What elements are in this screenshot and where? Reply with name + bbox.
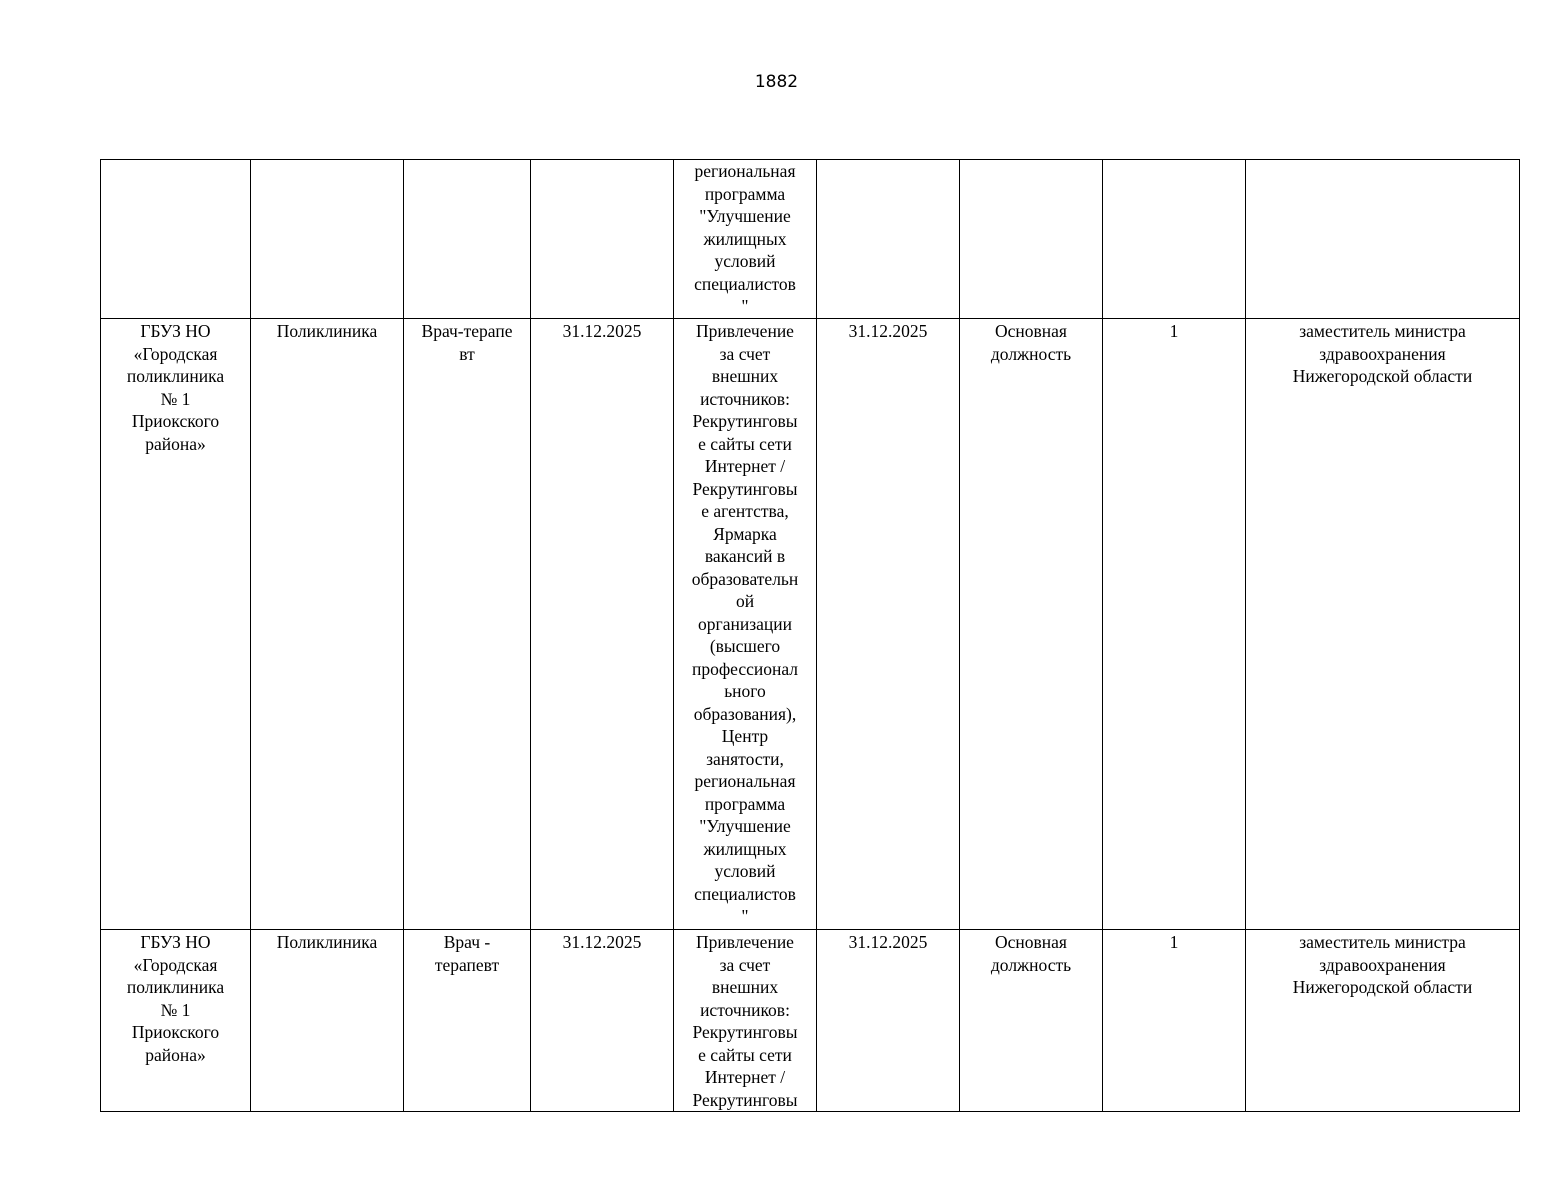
table-row: [101, 930, 1520, 1112]
responsible-cell: заместитель министра здравоохранения Нижегородской области: [1246, 319, 1520, 930]
organization-cell: ГБУЗ НО «Городская поликлиника № 1 Приокского района»: [101, 319, 251, 930]
date-cell: 31.12.2025: [531, 319, 674, 930]
measures-cell: региональная программа "Улучшение жилищных условий специалистов ": [674, 160, 817, 319]
deadline-cell: 31.12.2025: [817, 319, 960, 930]
department-cell: [251, 160, 404, 319]
page-number: 1882: [754, 72, 799, 92]
document-table: [100, 159, 1520, 1112]
position-cell: Врач - терапевт: [404, 930, 531, 1112]
count-cell: [1103, 160, 1246, 319]
measures-cell: Привлечение за счет внешних источников: Рекрутинговы е сайты сети Интернет / Рекрутинговы е агентства, Ярмарка вакансий в образовательн ой организации (высшего профессионал ьного образования), Центр занятости, региональная программа "Улучшение жилищных условий специалистов ": [674, 319, 817, 930]
date-cell: 31.12.2025: [531, 930, 674, 1112]
department-cell: Поликлиника: [251, 319, 404, 930]
responsible-cell: [1246, 160, 1520, 319]
date-cell: [531, 160, 674, 319]
organization-cell: ГБУЗ НО «Городская поликлиника № 1 Приокского района»: [101, 930, 251, 1112]
table-row: [101, 319, 1520, 930]
table-body: [101, 160, 1520, 1112]
deadline-cell: 31.12.2025: [817, 930, 960, 1112]
position-type-cell: Основная должность: [960, 930, 1103, 1112]
table-row: [101, 160, 1520, 319]
measures-cell: Привлечение за счет внешних источников: Рекрутинговы е сайты сети Интернет / Рекрутинговы: [674, 930, 817, 1112]
count-cell: 1: [1103, 930, 1246, 1112]
organization-cell: [101, 160, 251, 319]
position-cell: Врач-терапе вт: [404, 319, 531, 930]
deadline-cell: [817, 160, 960, 319]
count-cell: 1: [1103, 319, 1246, 930]
responsible-cell: заместитель министра здравоохранения Нижегородской области: [1246, 930, 1520, 1112]
position-cell: [404, 160, 531, 319]
position-type-cell: [960, 160, 1103, 319]
position-type-cell: Основная должность: [960, 319, 1103, 930]
department-cell: Поликлиника: [251, 930, 404, 1112]
